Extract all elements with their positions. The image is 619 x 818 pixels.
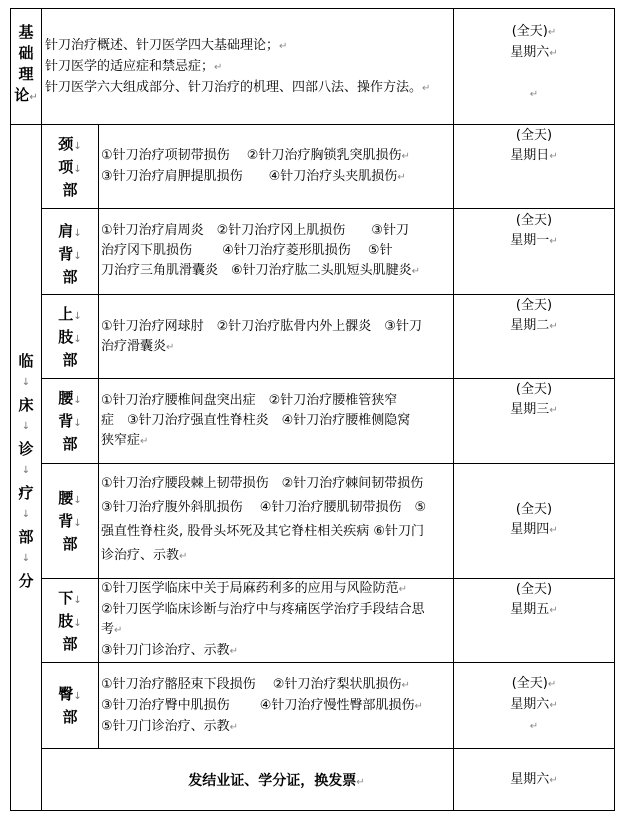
text-segment: 星期四 <box>510 522 550 537</box>
heading-char: 基 <box>18 23 34 41</box>
schedule-day <box>453 674 615 737</box>
basic-theory-content <box>45 36 450 99</box>
down-mark: ↓ <box>21 377 31 388</box>
paragraph-mark: ↵ <box>422 83 431 94</box>
text-segment: 星期六 <box>510 697 550 712</box>
format-mark: ↵ <box>549 525 558 536</box>
row-divider <box>41 748 615 749</box>
row-divider <box>10 124 615 125</box>
heading-char: 础 <box>18 44 34 62</box>
content-line: 针刀治疗概述、针刀医学四大基础理论； <box>45 38 280 53</box>
format-mark: ↓ <box>73 691 82 702</box>
content-line: 针刀医学六大组成部分、针刀治疗的机理、四部八法、操作方法。 <box>45 80 423 95</box>
weekday-label: 星期六 <box>510 45 550 60</box>
down-mark: ↓ <box>21 465 31 476</box>
full-day-tag: (全天) <box>511 24 548 39</box>
treatment-content <box>101 675 453 738</box>
schedule-day <box>453 211 615 252</box>
text-segment: 下 <box>58 589 74 607</box>
text-segment: ③针刀治疗肩胛提肌损伤 ④针刀治疗头夹肌损伤 <box>101 169 398 184</box>
paragraph-mark: ↵ <box>29 92 38 103</box>
text-segment: 星期三 <box>510 402 550 417</box>
text-segment: 考 <box>101 622 115 637</box>
text-segment: 星期六 <box>510 772 550 787</box>
format-mark: ↵ <box>549 151 558 162</box>
text-segment: (全天) <box>515 128 553 143</box>
text-segment: 星期一 <box>510 233 550 248</box>
text-segment: ①针刀医学临床中关于局麻药利多的应用与风险防范 <box>101 581 399 596</box>
down-mark: ↓ <box>21 509 31 520</box>
body-part-heading <box>42 221 98 288</box>
treatment-content <box>101 472 453 569</box>
heading-char: 理 <box>18 65 34 83</box>
row-divider <box>41 463 615 464</box>
text-segment: 星期日 <box>510 148 550 163</box>
row-divider <box>41 294 615 295</box>
down-mark: ↓ <box>21 421 31 432</box>
body-part-heading <box>42 588 98 655</box>
format-mark: ↵ <box>114 625 123 636</box>
format-mark: ↓ <box>73 141 82 152</box>
basic-theory-day <box>453 22 615 105</box>
format-mark: ↵ <box>549 605 558 616</box>
down-mark: ↓ <box>21 553 31 564</box>
format-mark: ↵ <box>549 405 558 416</box>
text-segment: 腰 <box>58 489 74 507</box>
format-mark: ↵ <box>549 775 558 786</box>
heading-char: 床 <box>18 396 34 414</box>
footer-text <box>100 770 453 790</box>
body-part-heading <box>42 304 98 371</box>
heading-char: 临 <box>18 352 34 370</box>
text-segment: ①针刀治疗肩周炎 ②针刀治疗冈上肌损伤 ③针刀 <box>101 223 409 238</box>
table-border-left <box>10 8 11 811</box>
text-segment: (全天) <box>511 676 548 691</box>
text-segment: 肢 <box>58 328 74 346</box>
text-segment: 部 <box>62 181 78 199</box>
body-part-heading <box>42 388 98 455</box>
content-line: 针刀医学的适应症和禁忌症； <box>45 59 215 74</box>
schedule-day <box>453 380 615 421</box>
treatment-content <box>101 391 453 452</box>
treatment-content <box>101 317 453 358</box>
text-segment: 部 <box>62 635 78 653</box>
format-mark: ↓ <box>73 618 82 629</box>
treatment-content <box>101 221 453 282</box>
text-segment: 臀 <box>58 685 74 703</box>
text-segment: 上 <box>58 305 74 323</box>
body-part-heading <box>42 134 98 201</box>
text-segment: 星期五 <box>510 602 550 617</box>
footer-day <box>453 770 615 791</box>
heading-char: 分 <box>18 572 34 590</box>
paragraph-mark: ↵ <box>547 27 557 38</box>
format-mark: ↓ <box>73 164 82 175</box>
format-mark: ↓ <box>73 311 82 322</box>
format-mark: ↓ <box>73 395 82 406</box>
heading-char: 论 <box>14 86 30 104</box>
text-segment: ①针刀治疗腰段棘上韧带损伤 ②针刀治疗棘间韧带损伤 <box>101 476 424 491</box>
format-mark: ↵ <box>229 722 239 733</box>
text-segment: (全天) <box>515 382 553 397</box>
format-mark: ↵ <box>414 701 423 712</box>
col-divider-2 <box>98 124 99 748</box>
basic-theory-heading <box>12 22 40 108</box>
body-part-heading <box>42 488 98 555</box>
format-mark: ↓ <box>73 595 82 606</box>
text-segment: 症 ③针刀治疗强直性脊柱炎 ④针刀治疗腰椎侧隐窝 <box>101 413 411 428</box>
text-segment: 肢 <box>58 612 74 630</box>
text-segment: 部 <box>62 535 78 553</box>
clinical-heading <box>12 350 40 592</box>
text-segment: 部 <box>62 708 78 726</box>
format-mark: ↓ <box>73 518 82 529</box>
heading-char: 部 <box>18 528 34 546</box>
format-mark: ↵ <box>356 777 365 788</box>
format-mark: ↵ <box>401 680 410 691</box>
text-segment: 发结业证、学分证，换发票 <box>188 773 357 789</box>
format-mark: ↵ <box>549 700 558 711</box>
treatment-content <box>101 579 453 662</box>
format-mark: ↵ <box>397 172 406 183</box>
format-mark: ↓ <box>73 228 82 239</box>
text-segment: ③针刀治疗腹外斜肌损伤 ④针刀治疗腰肌韧带损伤 ⑤ <box>101 500 427 515</box>
paragraph-mark: ↵ <box>549 48 558 59</box>
text-segment: 背 <box>58 412 74 430</box>
format-mark: ↵ <box>179 551 188 562</box>
text-segment: 部 <box>62 435 78 453</box>
treatment-content <box>101 146 451 188</box>
text-segment: 部 <box>62 268 78 286</box>
heading-char: 疗 <box>18 484 34 502</box>
format-mark: ↵ <box>529 721 539 732</box>
format-mark: ↵ <box>229 646 239 657</box>
text-segment: 治疗冈下肌损伤 ④针刀治疗菱形肌损伤 ⑤针 <box>101 243 393 258</box>
text-segment: 刀治疗三角肌滑囊炎 ⑥针刀治疗肱二头肌短头肌腱炎 <box>101 263 412 278</box>
text-segment: (全天) <box>515 502 553 517</box>
format-mark: ↓ <box>73 251 82 262</box>
text-segment: 强直性脊柱炎, 股骨头坏死及其它脊柱相关疾病 ⑥针刀门 <box>101 524 425 539</box>
row-divider <box>41 378 615 379</box>
text-segment: ①针刀治疗网球肘 ②针刀治疗肱骨内外上髁炎 ③针刀 <box>101 319 422 334</box>
text-segment: 肩 <box>58 222 74 240</box>
text-segment: 腰 <box>58 389 74 407</box>
paragraph-mark: ↵ <box>214 62 223 73</box>
format-mark: ↵ <box>549 236 558 247</box>
text-segment: ①针刀治疗髂胫束下段损伤 ②针刀治疗梨状肌损伤 <box>101 677 402 692</box>
format-mark: ↵ <box>401 151 410 162</box>
text-segment: 星期二 <box>510 318 550 333</box>
format-mark: ↓ <box>73 418 82 429</box>
row-divider <box>41 208 615 209</box>
body-part-heading <box>42 684 98 728</box>
schedule-day <box>453 500 615 541</box>
text-segment: ②针刀医学临床诊断与治疗中与疼痛医学治疗手段结合思 <box>101 602 425 617</box>
text-segment: 诊治疗、示教 <box>101 548 180 563</box>
paragraph-mark: ↵ <box>529 89 539 100</box>
text-segment: ③针刀治疗臀中肌损伤 ④针刀治疗慢性臀部肌损伤 <box>101 698 415 713</box>
format-mark: ↓ <box>73 495 82 506</box>
text-segment: ⑤针刀门诊治疗、示教 <box>101 719 230 734</box>
text-segment: 部 <box>62 351 78 369</box>
text-segment: (全天) <box>515 298 553 313</box>
format-mark: ↓ <box>73 334 82 345</box>
table-border-bottom <box>10 810 615 811</box>
row-divider <box>41 662 615 663</box>
format-mark: ↵ <box>140 436 149 447</box>
text-segment: 项 <box>58 158 74 176</box>
format-mark: ↵ <box>547 679 557 690</box>
text-segment: 颈 <box>58 135 74 153</box>
text-segment: 狭窄症 <box>101 433 141 448</box>
format-mark: ↵ <box>166 342 175 353</box>
text-segment: 治疗滑囊炎 <box>101 339 167 354</box>
heading-char: 诊 <box>18 440 34 458</box>
text-segment: ①针刀治疗腰椎间盘突出症 ②针刀治疗腰椎管狭窄 <box>101 393 398 408</box>
table-border-top <box>10 8 615 9</box>
format-mark: ↵ <box>398 584 408 595</box>
text-segment: ③针刀门诊治疗、示教 <box>101 643 230 658</box>
text-segment: 背 <box>58 512 74 530</box>
schedule-day <box>453 580 615 621</box>
schedule-day <box>453 126 615 167</box>
paragraph-mark: ↵ <box>279 41 288 52</box>
text-segment: ①针刀治疗项韧带损伤 ②针刀治疗胸锁乳突肌损伤 <box>101 148 402 163</box>
schedule-day <box>453 296 615 337</box>
text-segment: 背 <box>58 245 74 263</box>
format-mark: ↵ <box>411 266 421 277</box>
format-mark: ↵ <box>549 321 558 332</box>
text-segment: (全天) <box>515 213 553 228</box>
text-segment: (全天) <box>515 582 553 597</box>
